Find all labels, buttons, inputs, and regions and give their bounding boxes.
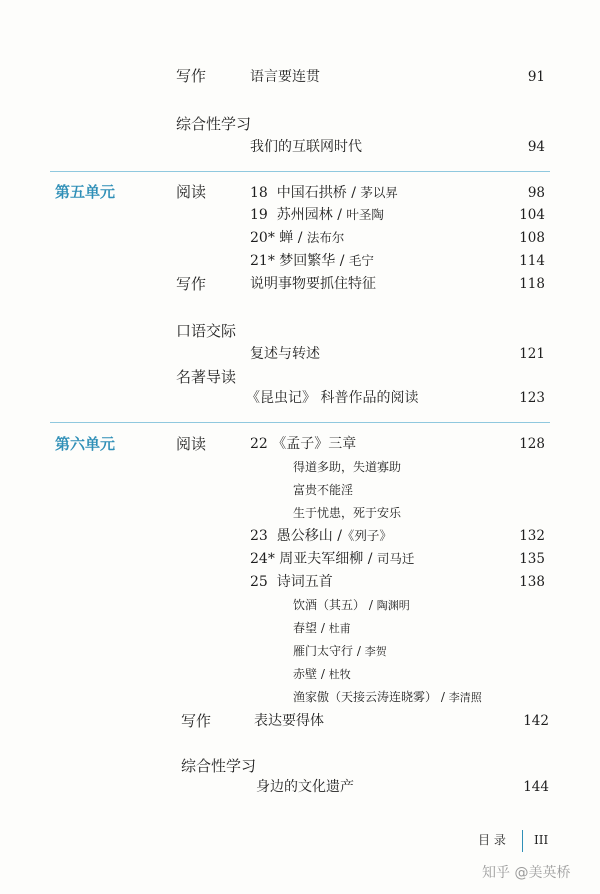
footer-divider <box>522 830 523 852</box>
page-number: 108 <box>519 230 545 246</box>
poem-entry[interactable] <box>293 599 410 611</box>
entry-title[interactable]: 我们的互联网时代 <box>250 139 362 155</box>
poem-title: 春望 <box>293 621 318 635</box>
lesson-author: 茅以昇 <box>360 185 398 200</box>
page-number: 128 <box>519 436 545 452</box>
lesson-title: 梦回繁华 <box>279 253 336 269</box>
separator: / <box>368 598 373 612</box>
poem-title: 渔家傲（天接云涛连晓雾） <box>293 690 438 704</box>
lesson-author: 叶圣陶 <box>346 207 384 222</box>
lesson-25[interactable] <box>250 575 333 589</box>
poem-author: 杜牧 <box>328 668 351 681</box>
footer-page-number: III <box>534 833 549 847</box>
poem-entry[interactable] <box>293 691 482 703</box>
entry-title[interactable]: 《昆虫记》 科普作品的阅读 <box>246 390 419 406</box>
lesson-title: 中国石拱桥 <box>276 185 347 201</box>
poem-entry[interactable] <box>293 622 351 634</box>
lesson-21[interactable] <box>250 254 374 268</box>
separator: / <box>337 207 342 223</box>
separator: / <box>367 551 373 567</box>
unit-five-heading: 第五单元 <box>55 183 116 201</box>
lesson-18[interactable] <box>250 186 398 200</box>
poem-author: 李贺 <box>364 645 387 658</box>
page-number: 114 <box>519 253 545 269</box>
poem-author: 杜甫 <box>328 622 351 635</box>
page-number: 138 <box>519 574 545 590</box>
lesson-author: 司马迁 <box>376 551 415 566</box>
page-number: 121 <box>519 346 545 362</box>
lesson-number: 24* <box>250 551 275 567</box>
section-comprehensive: 综合性学习 <box>181 757 257 775</box>
entry-title[interactable]: 身边的文化遗产 <box>256 779 354 795</box>
section-oral: 口语交际 <box>176 322 237 340</box>
page-number: 118 <box>519 276 545 292</box>
poem-title: 赤壁 <box>293 667 318 681</box>
lesson-title: 周亚夫军细柳 <box>279 551 364 567</box>
section-reading: 阅读 <box>176 435 207 453</box>
separator: / <box>320 667 325 681</box>
entry-title[interactable]: 说明事物要抓住特征 <box>250 276 376 292</box>
page-number: 135 <box>519 551 545 567</box>
page-number: 98 <box>527 185 545 201</box>
section-reading: 阅读 <box>176 183 207 201</box>
lesson-number: 25 <box>250 574 268 590</box>
lesson-number: 21* <box>250 253 275 269</box>
lesson-24[interactable] <box>250 552 414 566</box>
poem-author: 李清照 <box>448 691 482 704</box>
entry-title[interactable]: 语言要连贯 <box>250 69 320 85</box>
lesson-title: 蝉 <box>279 230 294 246</box>
lesson-22[interactable] <box>250 437 356 451</box>
poem-entry[interactable] <box>293 645 387 657</box>
sub-entry[interactable]: 生于忧患，死于安乐 <box>293 506 402 520</box>
unit-six-heading: 第六单元 <box>55 435 116 453</box>
unit-divider <box>50 171 550 172</box>
separator: / <box>320 621 325 635</box>
poem-author: 陶渊明 <box>376 599 410 612</box>
lesson-title: 愚公移山 <box>276 528 333 544</box>
entry-title[interactable]: 复述与转述 <box>250 346 320 362</box>
footer-label: 目 录 <box>478 833 506 847</box>
lesson-number: 23 <box>250 528 268 544</box>
page-number: 144 <box>523 779 549 795</box>
page-number: 142 <box>523 713 549 729</box>
section-writing: 写作 <box>181 712 212 730</box>
section-comprehensive: 综合性学习 <box>176 115 252 133</box>
watermark: 知乎 @美英桥 <box>482 865 571 881</box>
sub-entry[interactable]: 得道多助，失道寡助 <box>293 460 402 474</box>
lesson-number: 18 <box>250 185 268 201</box>
lesson-number: 22 <box>250 436 268 452</box>
poem-title: 雁门太守行 <box>293 644 354 658</box>
separator: / <box>351 185 356 201</box>
lesson-23[interactable] <box>250 529 392 543</box>
page-number: 123 <box>519 390 545 406</box>
section-writing: 写作 <box>176 67 207 85</box>
lesson-author: 《列子》 <box>341 528 392 543</box>
sub-entry[interactable]: 富贵不能淫 <box>293 483 354 497</box>
lesson-author: 法布尔 <box>306 230 345 245</box>
page-number: 132 <box>519 528 545 544</box>
separator: / <box>339 253 345 269</box>
page-number: 104 <box>519 207 545 223</box>
lesson-title: 诗词五首 <box>276 574 333 590</box>
lesson-number: 20* <box>250 230 275 246</box>
section-classic-reading: 名著导读 <box>176 368 237 386</box>
lesson-number: 19 <box>250 207 268 223</box>
separator: / <box>440 690 445 704</box>
separator: / <box>356 644 361 658</box>
section-writing: 写作 <box>176 275 207 293</box>
entry-title[interactable]: 表达要得体 <box>254 713 324 729</box>
lesson-title: 苏州园林 <box>276 207 333 223</box>
poem-entry[interactable] <box>293 668 351 680</box>
lesson-19[interactable] <box>250 208 384 222</box>
page-number: 91 <box>527 69 545 85</box>
unit-divider <box>50 422 550 423</box>
separator: / <box>297 230 303 246</box>
poem-title: 饮酒（其五） <box>293 598 366 612</box>
page-number: 94 <box>527 139 545 155</box>
lesson-author: 毛宁 <box>348 253 374 268</box>
separator: / <box>337 528 342 544</box>
lesson-20[interactable] <box>250 231 344 245</box>
lesson-title: 《孟子》三章 <box>272 436 357 452</box>
